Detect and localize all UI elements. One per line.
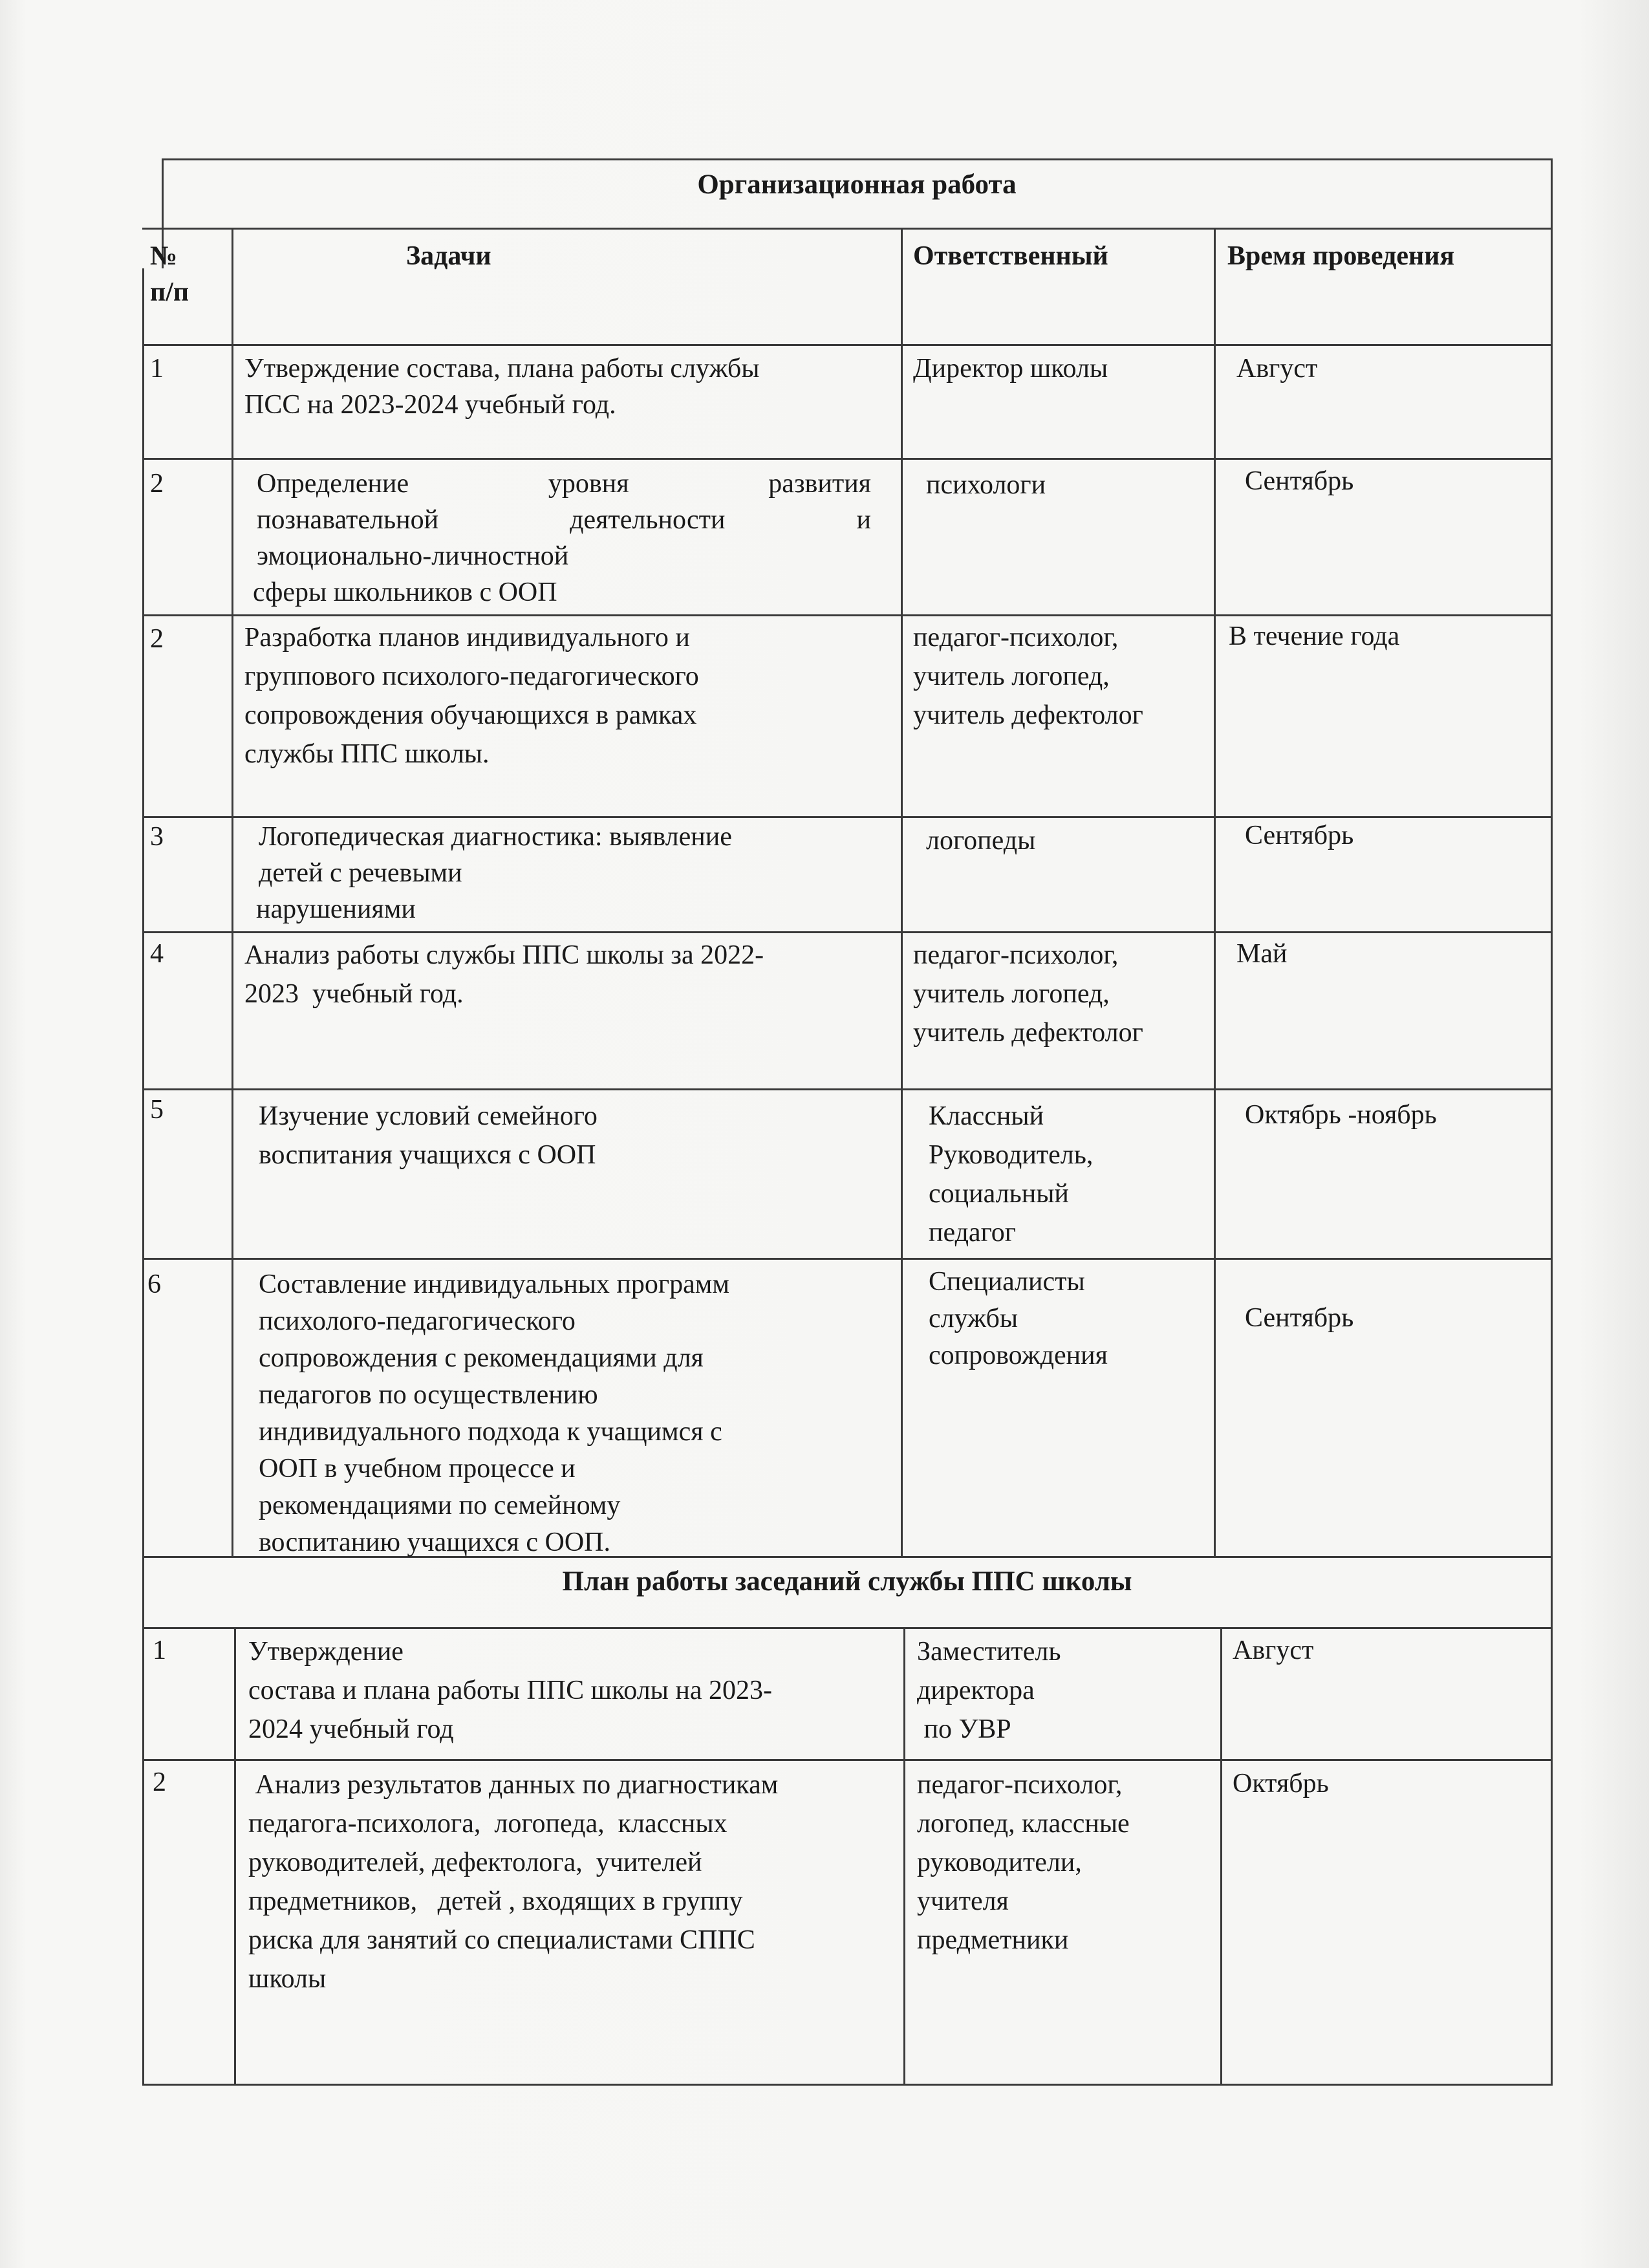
task-text: Логопедическая диагностика: выявление детей с речевыми нарушениями <box>256 822 732 924</box>
task-text: Разработка планов индивидуального и группового психолого-педагогического сопровождения обучающихся в рамках службы ППС школы. <box>244 623 699 769</box>
header-time: Время проведения <box>1227 241 1455 271</box>
row-separator <box>142 458 1552 460</box>
time-text: Август <box>1233 1636 1314 1665</box>
time-text: Сентябрь <box>1245 1303 1354 1333</box>
row-number: 1 <box>150 354 164 383</box>
table-border-bottom <box>142 2084 1553 2086</box>
task-text: Составление индивидуальных программ психолого-педагогического сопровождения с рекомендациями для педагогов по осуществлению индивидуального подхода к учащимся с ООП в учебном процессе и рекомендациями по семейному воспитанию учащихся с ООП. <box>259 1269 729 1557</box>
column-separator <box>234 1627 236 2084</box>
header-number: № п/п <box>150 241 189 307</box>
header-responsible: Ответственный <box>913 241 1108 271</box>
row-number: 3 <box>150 822 164 852</box>
column-separator <box>903 1627 905 2084</box>
row-separator <box>142 1759 1552 1761</box>
task-text: Изучение условий семейного воспитания учащихся с ООП <box>259 1101 598 1170</box>
time-text: Август <box>1236 354 1318 383</box>
row-number: 4 <box>150 939 164 969</box>
responsible-text: психологи <box>926 470 1046 500</box>
row-number: 2 <box>150 469 164 499</box>
row-number: 2 <box>150 624 164 654</box>
column-separator <box>232 228 233 1556</box>
responsible-text: Классный Руководитель, социальный педагог <box>929 1101 1094 1247</box>
row-separator <box>142 1258 1552 1260</box>
row-separator <box>142 1088 1552 1090</box>
task-text: Утверждение состава и плана работы ППС школы на 2023- 2024 учебный год <box>248 1637 772 1744</box>
row-number: 1 <box>153 1636 166 1665</box>
row-separator <box>142 344 1552 346</box>
table-border-left <box>142 268 144 2086</box>
responsible-text: Директор школы <box>913 354 1108 383</box>
responsible-text: педагог-психолог, учитель логопед, учитель дефектолог <box>913 623 1143 730</box>
row-number: 2 <box>153 1767 166 1797</box>
task-text: Определение уровня развития познавательной деятельности и эмоционально-личностной сферы школьников с ООП <box>253 469 871 607</box>
row-separator <box>142 931 1552 933</box>
time-text: Май <box>1236 939 1288 969</box>
time-text: Октябрь <box>1233 1769 1329 1798</box>
responsible-text: педагог-психолог, учитель логопед, учитель дефектолог <box>913 940 1143 1048</box>
responsible-text: логопеды <box>926 826 1036 856</box>
table-border-right <box>1551 158 1553 2086</box>
time-text: Сентябрь <box>1245 466 1354 496</box>
time-text: Сентябрь <box>1245 821 1354 850</box>
row-number: 5 <box>150 1095 164 1125</box>
task-text: Анализ результатов данных по диагностикам педагога-психолога, логопеда, классных руководителей, дефектолога, учителей предметников, детей , входящих в группу риска для занятий со специалистами СППС школы <box>248 1770 779 1994</box>
column-separator <box>901 228 903 1556</box>
row-number: 6 <box>147 1269 161 1299</box>
time-text: Октябрь -ноябрь <box>1245 1100 1437 1130</box>
time-text: В течение года <box>1229 621 1400 651</box>
section-title: Организационная работа <box>697 169 1017 200</box>
responsible-text: педагог-психолог, логопед, классные руководители, учителя предметники <box>917 1770 1130 1955</box>
task-text: Утверждение состава, плана работы службы ПСС на 2023-2024 учебный год. <box>244 354 760 420</box>
column-separator <box>1214 228 1216 1556</box>
section-title: План работы заседаний службы ППС школы <box>562 1566 1132 1597</box>
row-separator <box>142 614 1552 616</box>
row-separator <box>142 1627 1552 1629</box>
responsible-text: Специалисты службы сопровождения <box>929 1267 1108 1370</box>
task-text: Анализ работы службы ППС школы за 2022- 2023 учебный год. <box>244 940 764 1009</box>
row-separator <box>142 228 1552 230</box>
table-border-top <box>162 158 1552 160</box>
responsible-text: Заместитель директора по УВР <box>917 1637 1061 1744</box>
header-tasks: Задачи <box>406 241 491 271</box>
